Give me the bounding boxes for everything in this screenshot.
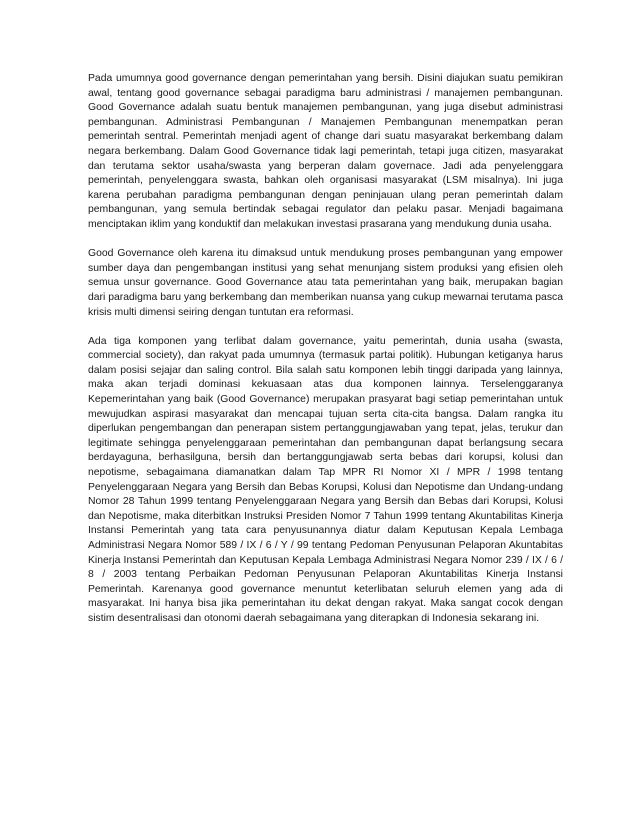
paragraph-3: Ada tiga komponen yang terlibat dalam governance, yaitu pemerintah, dunia usaha (swasta, commercial society), dan rakyat pada umumnya (termasuk partai politik). Hubungan ketiganya harus dalam posisi sejajar dan saling control. Bila salah satu komponen lebih tinggi daripada yang lainnya, maka akan terjadi dominasi kekuasaan atas dua komponen lainnya. Terselenggaranya Kepemerintahan yang baik (Good Governance) merupakan prasyarat bagi setiap pemerintahan untuk mewujudkan aspirasi masyarakat dan mencapai tujuan serta cita-cita bangsa. Dalam rangka itu diperlukan pengembangan dan penerapan sistem pertanggungjawaban yang tepat, jelas, terukur dan legitimate sehingga penyelenggaraan pemerintahan dan pembangunan dapat berlangsung secara berdayaguna, berhasilguna, bersih dan bertanggungjawab serta bebas dari korupsi, kolusi dan nepotisme, sebagaimana diamanatkan dalam Tap MPR RI Nomor XI / MPR / 1998 tentang Penyelenggaraan Negara yang Bersih dan Bebas Korupsi, Kolusi dan Nepotisme dan Undang-undang Nomor 28 Tahun 1999 tentang Penyelenggaraan Negara yang Bersih dan Bebas dari Korupsi, Kolusi dan Nepotisme, maka diterbitkan Instruksi Presiden Nomor 7 Tahun 1999 tentang Akuntabilitas Kinerja Instansi Pemerintah yang tata cara penyusunannya diatur dalam Keputusan Kepala Lembaga Administrasi Negara Nomor 589 / IX / 6 / Y / 99 tentang Pedoman Penyusunan Pelaporan Akuntabitas Kinerja Instansi Pemerintah dan Keputusan Kepala Lembaga Administrasi Negara Nomor 239 / IX / 6 / 8 / 2003 tentang Perbaikan Pedoman Penyusunan Pelaporan Akuntabilitas Kinerja Instansi Pemerintah. Karenanya good governance menuntut keterlibatan seluruh elemen yang ada di masyarakat. Ini hanya bisa jika pemerintahan itu dekat dengan rakyat. Maka sangat cocok dengan sistim desentralisasi dan otonomi daerah sebagaimana yang diterapkan di Indonesia sekarang ini. bbox=[88, 335, 563, 624]
paragraph-1: Pada umumnya good governance dengan pemerintahan yang bersih. Disini diajukan suatu pemikiran awal, tentang good governance sebagai paradigma baru administrasi / manajemen pembangunan. Good Governance adalah suatu bentuk manajemen pembangunan, yang juga disebut administrasi pembangunan. Administrasi Pembangunan / Manajemen Pembangunan menempatkan peran pemerintah sentral. Pemerintah menjadi agent of change dari suatu masyarakat berkembang dalam negara berkembang. Dalam Good Governance tidak lagi pemerintah, tetapi juga citizen, masyarakat dan terutama sektor usaha/swasta yang berperan dalam governace. Jadi ada penyelenggara pemerintah, penyelenggara swasta, bahkan oleh organisasi masyarakat (LSM misalnya). Ini juga karena perubahan paradigma pembangunan dengan peninjauan ulang peran pemerintah dalam pembangunan, yang semula bertindak sebagai regulator dan pelaku pasar. Menjadi bagaimana menciptakan iklim yang konduktif dan melakukan investasi prasarana yang mendukung dunia usaha. bbox=[88, 73, 563, 230]
paragraph-2: Good Governance oleh karena itu dimaksud untuk mendukung proses pembangunan yang empower sumber daya dan pengembangan institusi yang sehat menunjang sistem produksi yang efisien oleh semua unsur governance. Good Governance atau tata pemerintahan yang baik, merupakan bagian dari paradigma baru yang berkembang dan memberikan nuansa yang cukup mewarnai terutama pasca krisis multi dimensi seiring dengan tuntutan era reformasi. bbox=[88, 248, 563, 318]
document-body bbox=[88, 72, 563, 641]
